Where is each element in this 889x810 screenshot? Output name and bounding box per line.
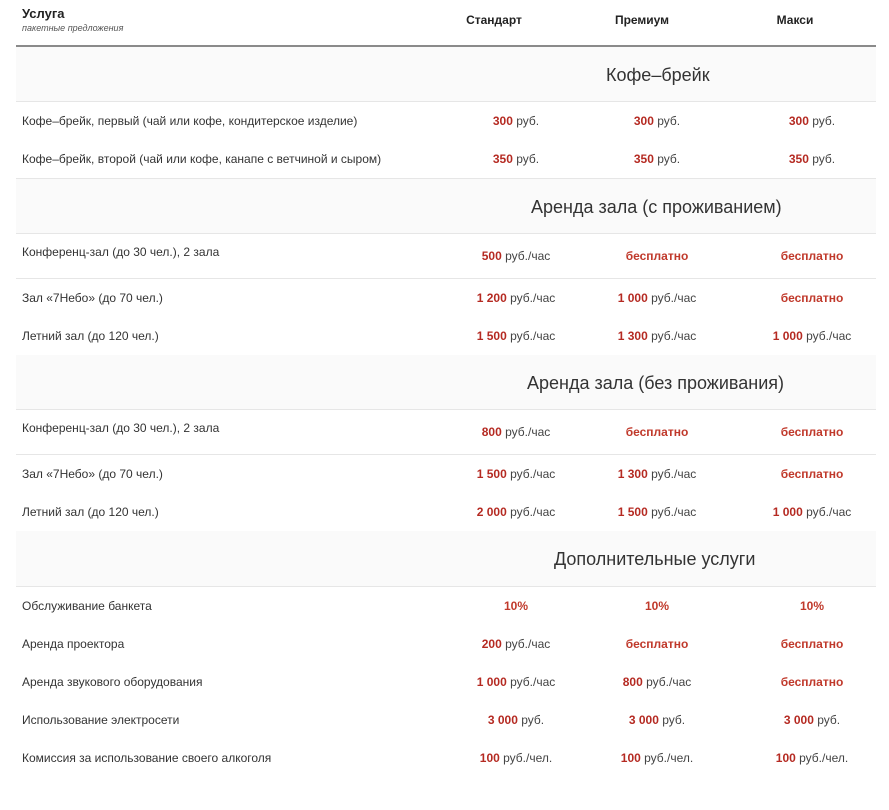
row-label: Обслуживание банкета (22, 599, 152, 613)
row-label: Летний зал (до 120 чел.) (22, 329, 159, 343)
value-standard: 1 500 руб./час (476, 329, 556, 343)
row-label: Конференц-зал (до 30 чел.), 2 зала (22, 245, 220, 259)
row-label: Кофе–брейк, второй (чай или кофе, канапе с ветчиной и сыром) (22, 152, 382, 166)
value-premium: 1 300 руб./час (617, 329, 697, 343)
row-label: Аренда звукового оборудования (22, 675, 203, 689)
table-row (16, 455, 876, 494)
table-row (16, 625, 876, 664)
value-premium: бесплатно (625, 425, 689, 439)
table-row (16, 493, 876, 532)
value-standard: 300 руб. (492, 114, 540, 128)
section-coffee-break (16, 47, 876, 102)
table-row (16, 410, 876, 455)
table-row (16, 279, 876, 318)
section-title: Аренда зала (без проживания) (527, 373, 785, 393)
table-row (16, 587, 876, 626)
value-premium: 100 руб./чел. (620, 751, 694, 765)
table-row (16, 102, 876, 141)
value-premium: 800 руб./час (622, 675, 692, 689)
row-label: Кофе–брейк, первый (чай или кофе, кондитерское изделие) (22, 114, 358, 128)
value-standard: 500 руб./час (481, 249, 551, 263)
value-standard: 3 000 руб. (487, 713, 545, 727)
value-standard: 100 руб./чел. (479, 751, 553, 765)
section-title: Кофе–брейк (606, 65, 710, 85)
column-maxi: Макси (776, 13, 814, 27)
value-maxi: 300 руб. (788, 114, 836, 128)
value-maxi: бесплатно (780, 467, 844, 481)
section-hall-without-stay (16, 355, 876, 410)
service-column-subtitle: пакетные предложения (22, 23, 124, 33)
value-maxi: 100 руб./чел. (775, 751, 849, 765)
value-maxi: бесплатно (780, 249, 844, 263)
row-label: Использование электросети (22, 713, 180, 727)
value-standard: 200 руб./час (481, 637, 551, 651)
value-maxi: 350 руб. (788, 152, 836, 166)
value-standard: 2 000 руб./час (476, 505, 556, 519)
row-label: Конференц-зал (до 30 чел.), 2 зала (22, 421, 220, 435)
service-column-title: Услуга (22, 6, 65, 21)
value-standard: 1 000 руб./час (476, 675, 556, 689)
row-label: Зал «7Небо» (до 70 чел.) (22, 467, 163, 481)
section-hall-with-stay (16, 179, 876, 234)
value-maxi: бесплатно (780, 637, 844, 651)
value-premium: 1 300 руб./час (617, 467, 697, 481)
table-row (16, 663, 876, 702)
table-row (16, 317, 876, 356)
value-maxi: 1 000 руб./час (772, 329, 852, 343)
column-premium: Премиум (614, 13, 670, 27)
table-row (16, 140, 876, 179)
value-premium: 3 000 руб. (628, 713, 686, 727)
value-premium: 350 руб. (633, 152, 681, 166)
table-row (16, 701, 876, 740)
section-extra-services (16, 531, 876, 587)
table-header (16, 0, 876, 47)
value-premium: 300 руб. (633, 114, 681, 128)
value-maxi: бесплатно (780, 675, 844, 689)
table-row (16, 234, 876, 279)
value-premium: 10% (644, 599, 670, 613)
value-standard: 1 500 руб./час (476, 467, 556, 481)
table-row (16, 739, 876, 777)
row-label: Зал «7Небо» (до 70 чел.) (22, 291, 163, 305)
value-standard: 1 200 руб./час (476, 291, 556, 305)
value-premium: 1 000 руб./час (617, 291, 697, 305)
row-label: Аренда проектора (22, 637, 125, 651)
section-title: Аренда зала (с проживанием) (531, 197, 782, 217)
value-premium: 1 500 руб./час (617, 505, 697, 519)
value-standard: 800 руб./час (481, 425, 551, 439)
value-premium: бесплатно (625, 249, 689, 263)
value-standard: 10% (503, 599, 529, 613)
value-maxi: бесплатно (780, 291, 844, 305)
value-premium: бесплатно (625, 637, 689, 651)
section-title: Дополнительные услуги (554, 549, 756, 569)
value-maxi: 1 000 руб./час (772, 505, 852, 519)
value-maxi: 10% (799, 599, 825, 613)
value-maxi: бесплатно (780, 425, 844, 439)
value-maxi: 3 000 руб. (783, 713, 841, 727)
value-standard: 350 руб. (492, 152, 540, 166)
column-standard: Стандарт (466, 13, 522, 27)
row-label: Летний зал (до 120 чел.) (22, 505, 159, 519)
row-label: Комиссия за использование своего алкоголя (22, 751, 272, 765)
